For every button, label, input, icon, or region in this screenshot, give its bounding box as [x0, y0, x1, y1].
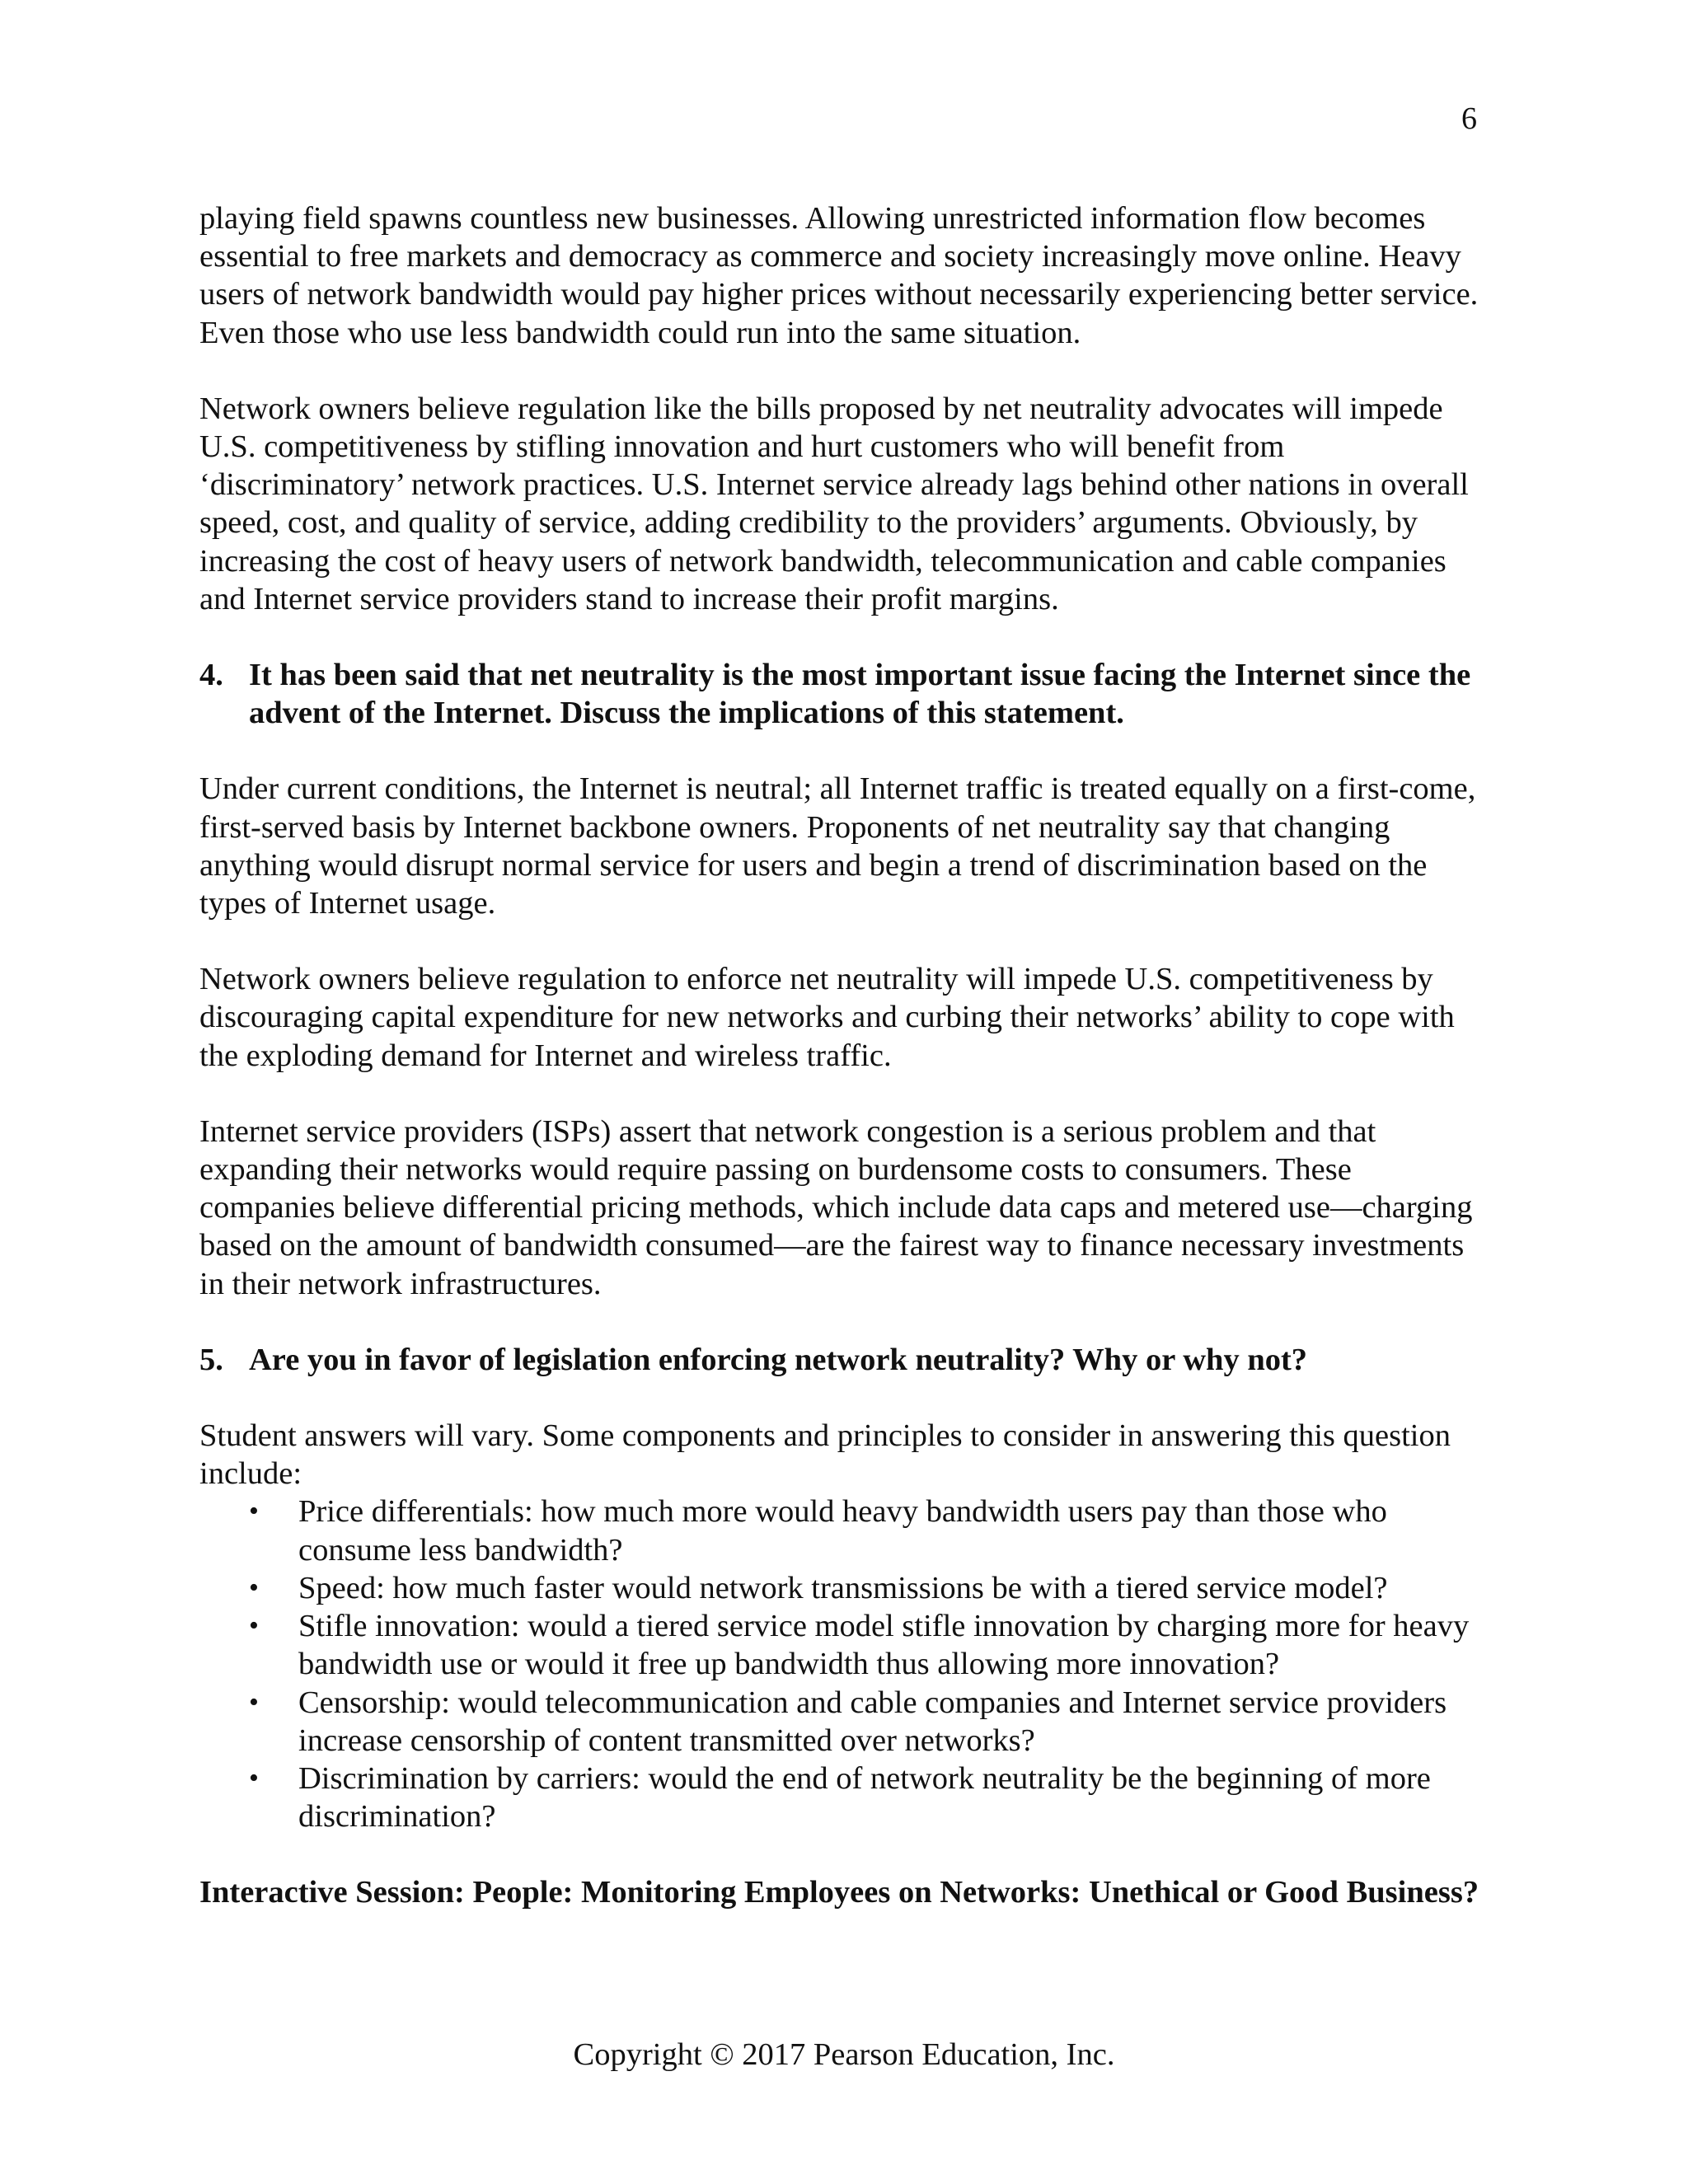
- list-item: [199, 1760, 1493, 1835]
- list-item-text: Price differentials: how much more would heavy bandwidth users pay than those who consume less bandwidth?: [298, 1494, 1387, 1568]
- paragraph: Network owners believe regulation to enforce net neutrality will impede U.S. competitiveness by discouraging capital expenditure for new networks and curbing their networks’ ability to cope with the exploding demand for Internet and wireless traffic.: [199, 962, 1455, 1073]
- answer-intro: Student answers will vary. Some components and principles to consider in answering this question include:: [199, 1418, 1451, 1492]
- question-number: 4.: [199, 658, 223, 693]
- bullet-list: [199, 1493, 1493, 1835]
- copyright-footer: Copyright © 2017 Pearson Education, Inc.: [573, 2037, 1115, 2072]
- list-item: [199, 1607, 1493, 1683]
- bullet-icon: •: [249, 1762, 259, 1793]
- list-item-text: Discrimination by carriers: would the end of network neutrality be the beginning of more discrimination?: [298, 1760, 1431, 1835]
- question-5: [199, 1341, 1493, 1379]
- paragraph: playing field spawns countless new businesses. Allowing unrestricted information flow becomes essential to free markets and democracy as commerce and society increasingly move online. Heavy users of network bandwidth would pay higher prices without necessarily experiencing better service. Even those who use less bandwidth could run into the same situation.: [199, 201, 1479, 350]
- page-content: [199, 199, 1493, 1912]
- bullet-icon: •: [249, 1686, 259, 1718]
- list-item-text: Speed: how much faster would network transmissions be with a tiered service model?: [298, 1570, 1388, 1605]
- page-number: 6: [1461, 101, 1477, 136]
- paragraph: Network owners believe regulation like the bills proposed by net neutrality advocates will impede U.S. competitiveness by stifling innovation and hurt customers who will benefit from ‘discriminatory’ network practices. U.S. Internet service already lags behind other nations in overall speed, cost, and quality of service, adding credibility to the providers’ arguments. Obviously, by increasing the cost of heavy users of network bandwidth, telecommunication and cable companies and Internet service providers stand to increase their profit margins.: [199, 391, 1469, 616]
- list-item: [199, 1493, 1493, 1568]
- question-text: It has been said that net neutrality is the most important issue facing the Internet since the advent of the Internet. Discuss the implications of this statement.: [249, 658, 1471, 731]
- bullet-icon: •: [249, 1610, 259, 1642]
- list-item: [199, 1684, 1493, 1760]
- question-4: [199, 656, 1493, 732]
- question-number: 5.: [199, 1342, 223, 1377]
- list-item: [199, 1569, 1493, 1607]
- paragraph: Internet service providers (ISPs) assert that network congestion is a serious problem and that expanding their networks would require passing on burdensome costs to consumers. These companies believe differential pricing methods, which include data caps and metered use—charging based on the amount of bandwidth consumed—are the fairest way to finance necessary investments in their network infrastructures.: [199, 1113, 1473, 1301]
- list-item-text: Censorship: would telecommunication and cable companies and Internet service providers increase censorship of content transmitted over networks?: [298, 1685, 1447, 1758]
- list-item-text: Stifle innovation: would a tiered service model stifle innovation by charging more for heavy bandwidth use or would it free up bandwidth thus allowing more innovation?: [298, 1609, 1470, 1682]
- bullet-icon: •: [249, 1572, 259, 1603]
- bullet-icon: •: [249, 1496, 259, 1527]
- question-text: Are you in favor of legislation enforcing network neutrality? Why or why not?: [249, 1342, 1308, 1377]
- paragraph: Under current conditions, the Internet is neutral; all Internet traffic is treated equally on a first-come, first-served basis by Internet backbone owners. Proponents of net neutrality say that changing anything would disrupt normal service for users and begin a trend of discrimination based on the types of Internet usage.: [199, 771, 1476, 921]
- session-heading: Interactive Session: People: Monitoring Employees on Networks: Unethical or Good Business?: [199, 1875, 1479, 1910]
